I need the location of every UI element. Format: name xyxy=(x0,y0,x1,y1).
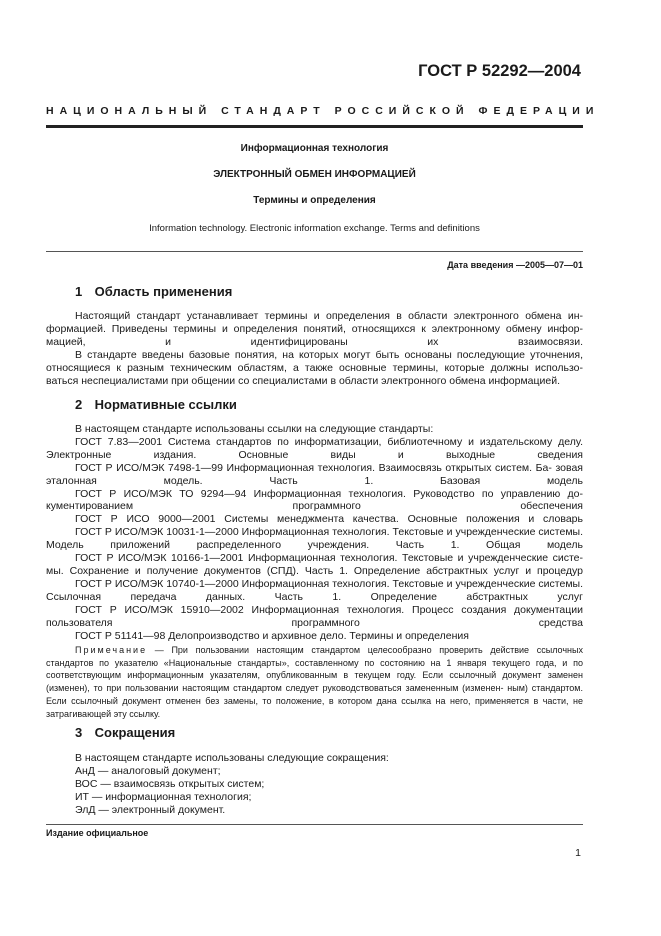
text-line: относящиеся к разным техническим областям, а также основные термины, которые должны использо- xyxy=(46,361,583,374)
text-line: ГОСТ Р ИСО/МЭК ТО 9294—94 Информационная технология. Руководство по управлению до- xyxy=(75,487,583,500)
text-line: по соответствующим информационным указателям, опубликованным в текущем году. Если ссылочный документ xyxy=(46,657,583,681)
text-line: ным) стандартом. Если ссылочный документ отменен без замены, то положение, в котором дана ссылка на него, xyxy=(46,683,583,706)
paragraph: В настоящем стандарте использованы ссылки на следующие стандарты: xyxy=(75,423,434,435)
section-3-heading xyxy=(75,725,175,740)
text-line: системы. Ссылочная передача данных. Часть 1. Определение абстрактных услуг xyxy=(46,577,584,603)
paragraph xyxy=(46,310,583,349)
section-title: Область применения xyxy=(94,284,233,299)
abbreviation-item: ЭлД — электронный документ. xyxy=(75,803,226,816)
text-line: формацией. Приведены термины и определения понятий, относящихся к электронному обмену инфор- xyxy=(46,322,583,335)
abbreviation-item: ИТ — информационная технология; xyxy=(75,790,252,803)
national-standard-banner: НАЦИОНАЛЬНЫЙ СТАНДАРТ РОССИЙСКОЙ ФЕДЕРАЦИИ xyxy=(46,105,600,117)
banner-rule xyxy=(46,125,583,128)
text-line: зовая эталонная модель. Часть 1. Базовая модель xyxy=(46,461,583,487)
text-line: ваться неспециалистами при общении со специалистами в области электронного обмена информацией. xyxy=(46,374,561,387)
reference-item xyxy=(46,488,583,514)
section-1-heading xyxy=(75,284,232,299)
section-number: 1 xyxy=(75,284,83,299)
section-2-heading xyxy=(75,397,237,412)
note-block xyxy=(46,644,583,720)
official-edition-label: Издание официальное xyxy=(46,828,149,838)
reference-item xyxy=(46,630,583,643)
abbreviation-item: ВОС — взаимосвязь открытых систем; xyxy=(75,777,265,790)
text-line: ГОСТ 7.83—2001 Система стандартов по информатизации, библиотечному и издательскому xyxy=(75,435,553,448)
reference-item xyxy=(46,462,583,488)
abbreviation-item: АнД — аналоговый документ; xyxy=(75,764,221,777)
text-line: заменен (изменен), то при пользовании настоящим стандартом следует руководствоваться замененным (изменен- xyxy=(46,670,583,694)
text-line: мацией, и идентифицированы их взаимосвязи. xyxy=(46,335,583,348)
title-line-3: Термины и определения xyxy=(253,195,376,206)
section-1-body xyxy=(46,310,583,387)
text-line: кументированием программного обеспечения xyxy=(46,500,583,513)
reference-item xyxy=(46,604,583,630)
text-line: делу. Электронные издания. Основные виды и выходные сведения xyxy=(46,435,583,461)
paragraph xyxy=(46,349,583,388)
reference-item xyxy=(46,552,583,578)
reference-item xyxy=(46,578,583,604)
text-line: системы. Модель приложений распределенного учреждения. Часть 1. Общая модель xyxy=(46,526,584,552)
section-3-body xyxy=(46,752,583,817)
title-line-2: ЭЛЕКТРОННЫЙ ОБМЕН ИНФОРМАЦИЕЙ xyxy=(213,169,416,180)
page-number: 1 xyxy=(575,847,581,859)
english-title: Information technology. Electronic information exchange. Terms and definitions xyxy=(149,223,480,234)
section-title: Нормативные ссылки xyxy=(94,397,237,412)
text-line: мы. Сохранение и получение документов (СПД). Часть 1. Определение абстрактных услуг и процедур xyxy=(46,564,583,577)
note-label: Примечание xyxy=(75,645,148,655)
text-line: ГОСТ Р ИСО/МЭК 7498-1—99 Информационная технология. Взаимосвязь открытых систем. Ба- xyxy=(75,461,552,474)
text-line: — При пользовании настоящим стандартом целесообразно проверить действие ссылочных xyxy=(154,645,583,655)
text-line: ГОСТ Р ИСО 9000—2001 Системы менеджмента качества. Основные положения и словарь xyxy=(75,513,583,526)
section-number: 3 xyxy=(75,725,83,740)
text-line: пользователя программного средства xyxy=(46,616,583,629)
text-line: В стандарте введены базовые понятия, на которых могут быть основаны последующие уточнения, xyxy=(75,348,583,361)
title-line-1: Информационная технология xyxy=(240,143,389,154)
reference-item xyxy=(46,526,583,552)
section-2-body xyxy=(46,423,583,642)
text-line: применяется в части, не затрагивающей эту ссылку. xyxy=(46,695,583,719)
title-divider xyxy=(46,251,583,252)
text-line: ГОСТ Р ИСО/МЭК 10166-1—2001 Информационная технология. Текстовые и учрежденческие систе- xyxy=(75,552,583,565)
text-line: Настоящий стандарт устанавливает термины и определения в области электронного обмена ин- xyxy=(75,310,583,322)
text-line: ГОСТ Р ИСО/МЭК 10740-1—2000 Информационная технология. Текстовые и учрежденческие xyxy=(75,577,536,590)
text-line: ГОСТ Р ИСО/МЭК 10031-1—2000 Информационная технология. Текстовые и учрежденческие xyxy=(75,526,536,539)
introduction-date: Дата введения —2005—07—01 xyxy=(447,260,583,270)
section-number: 2 xyxy=(75,397,83,412)
text-line: ГОСТ Р ИСО/МЭК 15910—2002 Информационная технология. Процесс создания документации xyxy=(75,603,583,616)
footer-rule xyxy=(46,824,583,825)
paragraph: В настоящем стандарте использованы следующие сокращения: xyxy=(75,752,389,764)
text-line: ГОСТ Р 51141—98 Делопроизводство и архивное дело. Термины и определения xyxy=(75,629,469,642)
text-line: стандартов по указателю «Национальные стандарты», составленному по состоянию на 1 января текущего года, и xyxy=(46,657,568,668)
reference-item xyxy=(46,436,583,462)
section-title: Сокращения xyxy=(94,725,176,740)
reference-item xyxy=(46,513,583,526)
note-paragraph xyxy=(46,644,583,720)
standard-number: ГОСТ Р 52292—2004 xyxy=(418,62,581,80)
